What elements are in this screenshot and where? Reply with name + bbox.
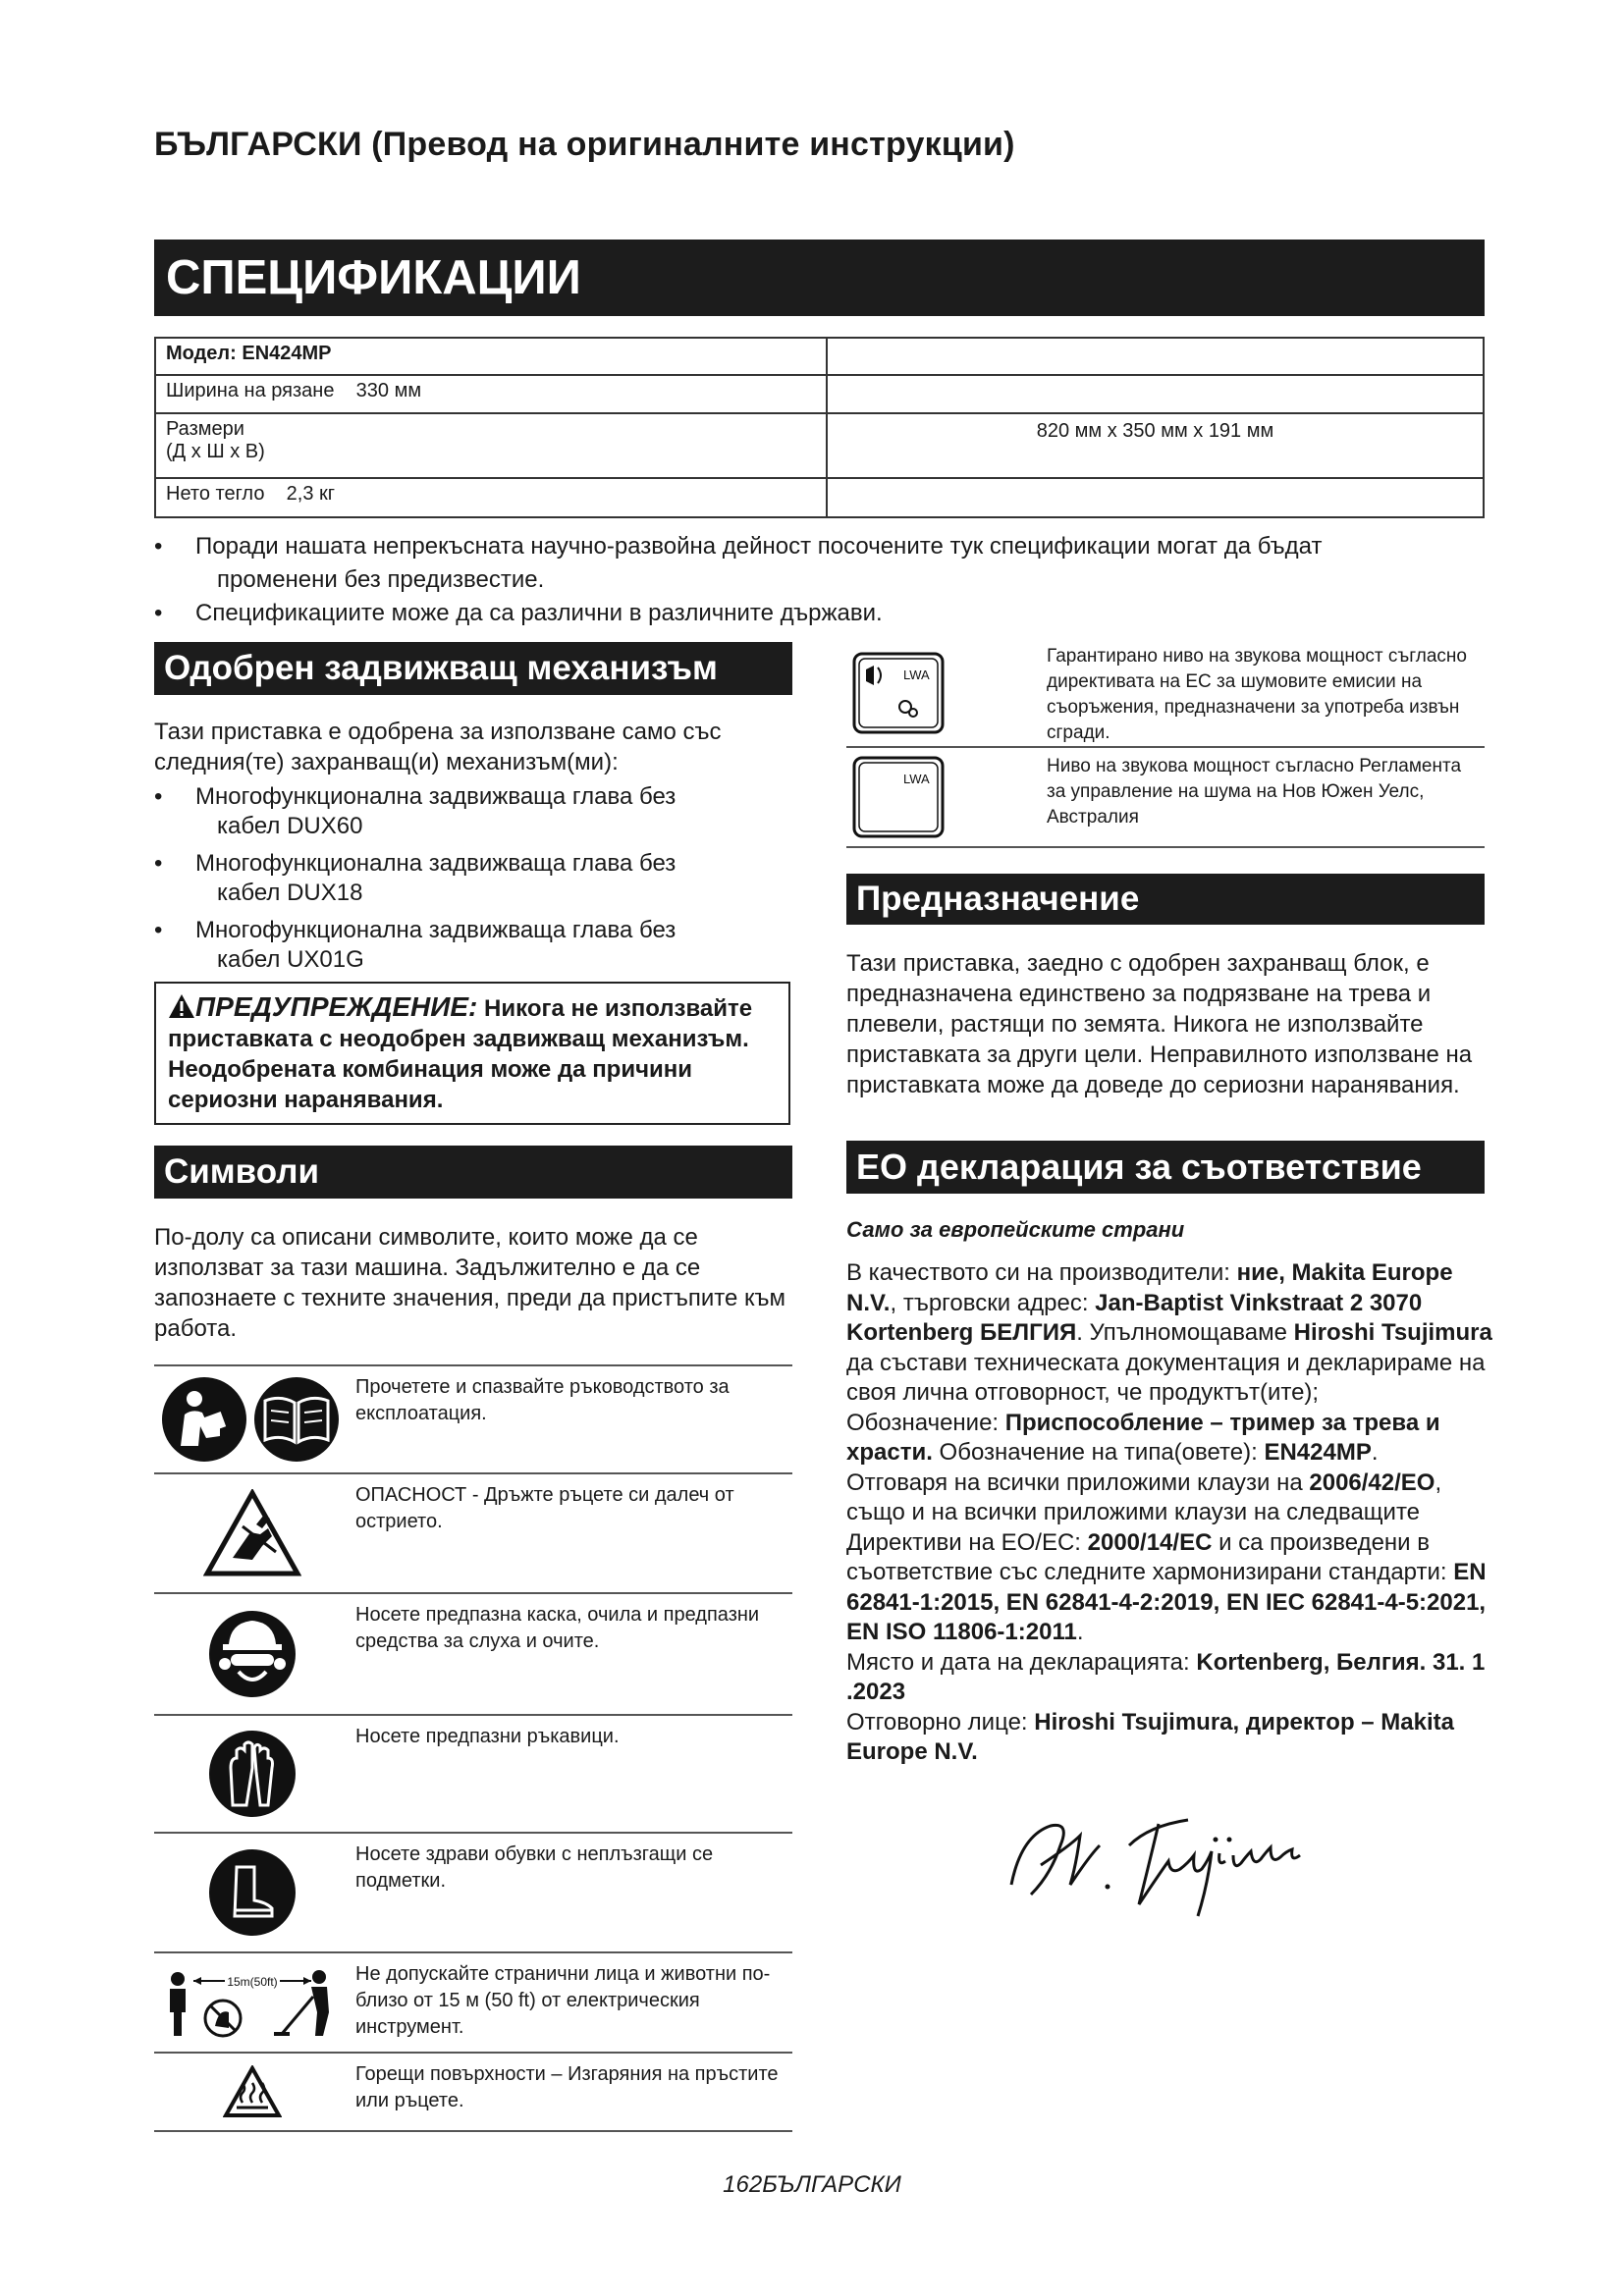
declaration-paragraph — [846, 1468, 1494, 1648]
hot-surface-icon — [154, 2054, 351, 2130]
spec-value — [827, 478, 1484, 517]
bullet-icon: • — [154, 850, 163, 877]
intended-use-text: Тази приставка, заедно с одобрен захранващ блок, е предназначена единствено за подрязване на трева и плевели, растящи по земята. Никога не използвайте приставката за други цели. Неправилното използване на приставката може да доведе до сериозни наранявания. — [846, 950, 1473, 1098]
declaration-bold: EN424MP — [1264, 1439, 1372, 1466]
declaration-text: и са произведени в съответствие със следните хармонизирани стандарти: — [846, 1528, 1454, 1585]
symbol-description: ОПАСНОСТ - Дръжте ръцете си далеч от острието. — [355, 1484, 734, 1532]
declaration-paragraph — [846, 1708, 1494, 1768]
bullet-icon: • — [154, 783, 163, 810]
list-item-line: Многофункционална задвижваща глава без — [195, 783, 677, 810]
spec-row-dimensions — [155, 413, 1484, 478]
symbol-row — [154, 1951, 792, 2052]
noise-row — [846, 746, 1485, 848]
noise-symbols-table — [846, 638, 1485, 848]
approved-drive-list — [154, 782, 792, 975]
declaration-subtitle: Само за европейските страни — [846, 1217, 1185, 1242]
spec-row-cutting-width — [155, 375, 1484, 413]
read-manual-icon — [154, 1366, 351, 1472]
list-item-line: кабел UX01G — [217, 946, 364, 973]
page-footer: 162БЪЛГАРСКИ — [723, 2171, 901, 2198]
list-item — [154, 530, 1489, 597]
symbol-row — [154, 1472, 792, 1592]
declaration-body — [846, 1258, 1494, 1768]
declaration-bold: ние, Makita Europe N.V. — [846, 1259, 1453, 1316]
specifications-heading: СПЕЦИФИКАЦИИ — [154, 240, 1485, 316]
symbol-description: Горещи повърхности – Изгаряния на пръстите или ръцете. — [355, 2063, 779, 2111]
declaration-bold: Jan-Baptist Vinkstraat 2 3070 Kortenberg БЕЛГИЯ — [846, 1289, 1423, 1346]
page-language-title: БЪЛГАРСКИ (Превод на оригиналните инструкции) — [154, 126, 1015, 163]
declaration-text: . — [1076, 1619, 1084, 1645]
symbol-row — [154, 1832, 792, 1951]
sound-power-eu-icon — [852, 652, 945, 739]
signature — [1001, 1806, 1326, 1929]
symbols-intro: По-долу са описани символите, които може да се използват за тази машина. Задължително е да се запознаете с техните значения, преди да пристъпите към работа. — [154, 1224, 785, 1342]
declaration-text: Отговаря на всички приложими клаузи на — [846, 1468, 1310, 1496]
symbol-description: Не допускайте странични лица и животни по-близо от 15 м (50 ft) от електрическия инструмент. — [355, 1963, 771, 2038]
warning-text: Никога не използвайте приставката с неодобрен задвижващ механизъм. Неодобрената комбинация може да причини сериозни наранявания. — [168, 995, 753, 1113]
distance-label: 15m(50ft) — [227, 1975, 278, 1989]
list-item-line: кабел DUX18 — [217, 880, 363, 906]
declaration-bold: Hiroshi Tsujimura — [1293, 1319, 1492, 1346]
declaration-bold: EN 62841-1:2015, EN 62841-4-2:2019, EN IEC 62841-4-5:2021, EN ISO 11806-1:2011 — [846, 1559, 1487, 1645]
spec-value — [827, 375, 1484, 413]
spec-label — [155, 413, 827, 478]
list-item-line: Многофункционална задвижваща глава без — [195, 917, 677, 943]
approved-drive-intro: Тази приставка е одобрена за използване само със следния(те) захранващ(и) механизъм(ми): — [154, 719, 722, 775]
declaration-text: , търговски адрес: — [890, 1289, 1096, 1316]
declaration-text: да състави техническата документация и декларираме на своя лична отговорност, че продуктът(ите); — [846, 1349, 1486, 1406]
declaration-text: . — [1371, 1439, 1379, 1466]
sound-power-label: LWA — [903, 772, 930, 786]
symbol-row — [154, 1592, 792, 1714]
list-item-line: кабел DUX60 — [217, 813, 363, 839]
list-item — [154, 916, 792, 975]
spec-label-line2: (Д x Ш x В) — [166, 441, 265, 462]
spec-label: Нето тегло 2,3 кг — [155, 478, 827, 517]
note-line: променени без предизвестие. — [217, 566, 545, 593]
symbol-description: Прочетете и спазвайте ръководството за експлоатация. — [355, 1376, 730, 1424]
symbol-row — [154, 1714, 792, 1832]
symbol-description: Носете предпазна каска, очила и предпазни средства за слуха и очите. — [355, 1604, 760, 1652]
approved-drive-heading: Одобрен задвижващ механизъм — [154, 642, 792, 695]
declaration-heading: ЕО декларация за съответствие — [846, 1141, 1485, 1194]
boots-icon — [154, 1834, 351, 1951]
warning-triangle-icon — [168, 993, 195, 1019]
note-line: Спецификациите може да са различни в различните държави. — [195, 600, 883, 626]
list-item — [154, 849, 792, 908]
keep-distance-icon — [154, 1953, 351, 2052]
warning-label: ПРЕДУПРЕЖДЕНИЕ: — [195, 991, 478, 1022]
spec-value: 820 мм x 350 мм x 191 мм — [827, 413, 1484, 478]
list-item-line: Многофункционална задвижваща глава без — [195, 850, 677, 877]
symbol-row — [154, 2052, 792, 2132]
declaration-text: . Упълномощаваме — [1076, 1319, 1294, 1346]
declaration-text: В качеството си на производители: — [846, 1259, 1237, 1286]
declaration-bold: Приспособление – тример за трева и храсти. — [846, 1409, 1440, 1466]
spec-label: Модел: EN424MP — [155, 338, 827, 375]
intended-use-heading: Предназначение — [846, 874, 1485, 925]
symbol-description: Носете здрави обувки с неплъзгащи се подметки. — [355, 1843, 714, 1892]
bullet-icon: • — [154, 600, 163, 626]
list-item — [154, 597, 1489, 630]
spec-row-model — [155, 338, 1484, 375]
warning-box — [154, 982, 790, 1125]
declaration-text: Обозначение: — [846, 1409, 1005, 1436]
symbols-heading: Символи — [154, 1146, 792, 1199]
declaration-paragraph — [846, 1409, 1494, 1468]
note-line: Поради нашата непрекъсната научно-развойна дейност посочените тук спецификации могат да бъдат — [195, 533, 1323, 560]
spec-label: Ширина на рязане 330 мм — [155, 375, 827, 413]
declaration-text: , също и на всички приложими клаузи на следващите Директиви на ЕО/ЕС: — [846, 1468, 1442, 1556]
spec-row-net-weight — [155, 478, 1484, 517]
symbol-description: Носете предпазни ръкавици. — [355, 1726, 620, 1747]
bullet-icon: • — [154, 917, 163, 943]
symbol-row — [154, 1364, 792, 1472]
noise-row — [846, 638, 1485, 746]
sound-power-nsw-icon — [852, 756, 945, 843]
declaration-bold: 2006/42/ЕО — [1309, 1468, 1435, 1496]
specifications-table — [154, 337, 1485, 518]
declaration-bold: Hiroshi Tsujimura, директор – Makita Europe N.V. — [846, 1708, 1454, 1765]
noise-description: Гарантирано ниво на звукова мощност съгласно директивата на ЕС за шумовите емисии на съоръжения, предназначени за употреба извън сгради. — [1047, 646, 1467, 743]
declaration-text: Отговорно лице: — [846, 1708, 1035, 1735]
bullet-icon: • — [154, 533, 163, 560]
spec-label-line1: Размери — [166, 418, 244, 440]
danger-hands-icon — [154, 1474, 351, 1592]
declaration-text: Място и дата на декларацията: — [846, 1648, 1197, 1676]
declaration-paragraph — [846, 1648, 1494, 1708]
list-item — [154, 782, 792, 841]
gloves-icon — [154, 1716, 351, 1832]
declaration-text: Обозначение на типа(овете): — [932, 1439, 1265, 1466]
noise-description: Ниво на звукова мощност съгласно Регламента за управление на шума на Нов Южен Уелс, Австралия — [1047, 756, 1462, 828]
spec-value — [827, 338, 1484, 375]
sound-power-label: LWA — [903, 667, 930, 682]
symbols-table — [154, 1364, 792, 2132]
specification-notes — [154, 530, 1489, 630]
declaration-bold: 2000/14/ЕС — [1087, 1528, 1213, 1556]
declaration-bold: Kortenberg, Белгия. 31. 1 .2023 — [846, 1648, 1486, 1705]
declaration-paragraph — [846, 1258, 1494, 1409]
helmet-goggles-icon — [154, 1594, 351, 1714]
